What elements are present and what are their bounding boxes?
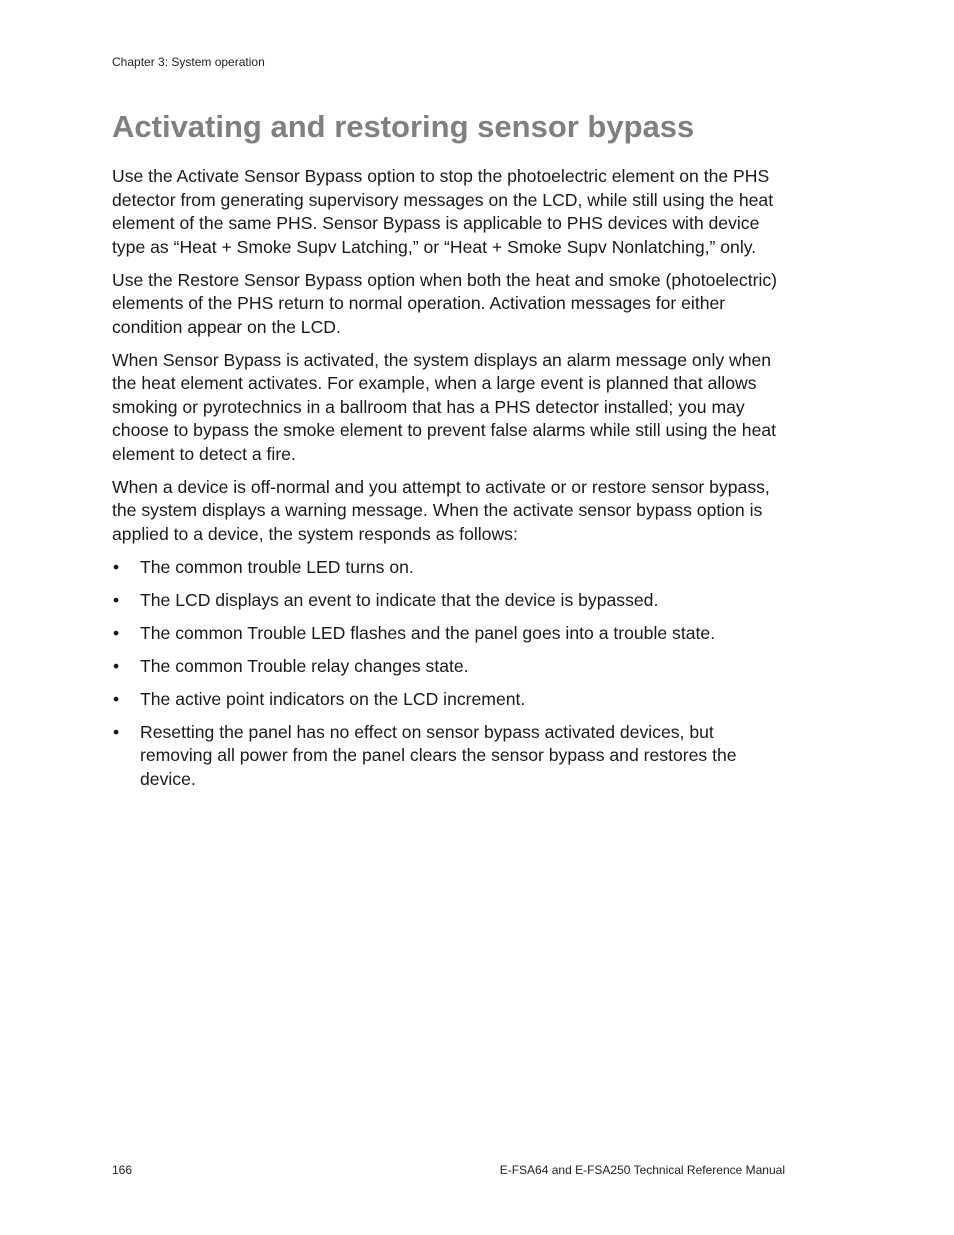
page-number: 166	[112, 1163, 133, 1177]
list-item-text: The active point indicators on the LCD increment.	[140, 688, 526, 709]
body-text	[112, 165, 782, 801]
running-header: Chapter 3: System operation	[112, 55, 265, 69]
paragraph-restore-bypass: Use the Restore Sensor Bypass option when both the heat and smoke (photoelectric) elements of the PHS return to normal operation. Activation messages for either condition appear on the LCD.	[112, 269, 778, 337]
paragraph-activate-bypass: Use the Activate Sensor Bypass option to stop the photoelectric element on the PHS detector from generating supervisory messages on the LCD, while still using the heat element of the same PHS. Sensor Bypass is applicable to PHS devices with device type as “Heat + Smoke Supv Latching,” or “Heat + Smoke Supv Nonlatching,” only.	[112, 166, 774, 257]
list-item	[112, 589, 782, 613]
list-item	[112, 655, 782, 679]
list-item-text: The common trouble LED turns on.	[140, 556, 414, 577]
manual-title: E-FSA64 and E-FSA250 Technical Reference Manual	[499, 1163, 785, 1177]
paragraph-off-normal-warning: When a device is off-normal and you attempt to activate or or restore sensor bypass, the system displays a warning message. When the activate sensor bypass option is applied to a device, the system responds as follows:	[112, 476, 770, 544]
list-item	[112, 688, 782, 712]
list-item-text: The common Trouble LED flashes and the panel goes into a trouble state.	[140, 622, 716, 643]
bullet-icon: •	[113, 556, 120, 577]
bullet-icon: •	[113, 622, 120, 643]
page-title: Activating and restoring sensor bypass	[112, 109, 695, 144]
list-item-text: The common Trouble relay changes state.	[140, 655, 469, 676]
list-item-text: The LCD displays an event to indicate that the device is bypassed.	[140, 589, 659, 610]
bullet-icon: •	[113, 688, 120, 709]
bullet-icon: •	[113, 721, 120, 742]
list-item-text: Resetting the panel has no effect on sensor bypass activated devices, but removing all power from the panel clears the sensor bypass and restores the device.	[140, 721, 737, 789]
list-item	[112, 556, 782, 580]
list-item	[112, 721, 782, 792]
system-response-list	[112, 556, 782, 792]
paragraph-bypass-behavior: When Sensor Bypass is activated, the system displays an alarm message only when the heat element activates. For example, when a large event is planned that allows smoking or pyrotechnics in a ballroom that has a PHS detector installed; you may choose to bypass the smoke element to prevent false alarms while still using the heat element to detect a fire.	[112, 349, 777, 464]
bullet-icon: •	[113, 589, 120, 610]
list-item	[112, 622, 782, 646]
bullet-icon: •	[113, 655, 120, 676]
